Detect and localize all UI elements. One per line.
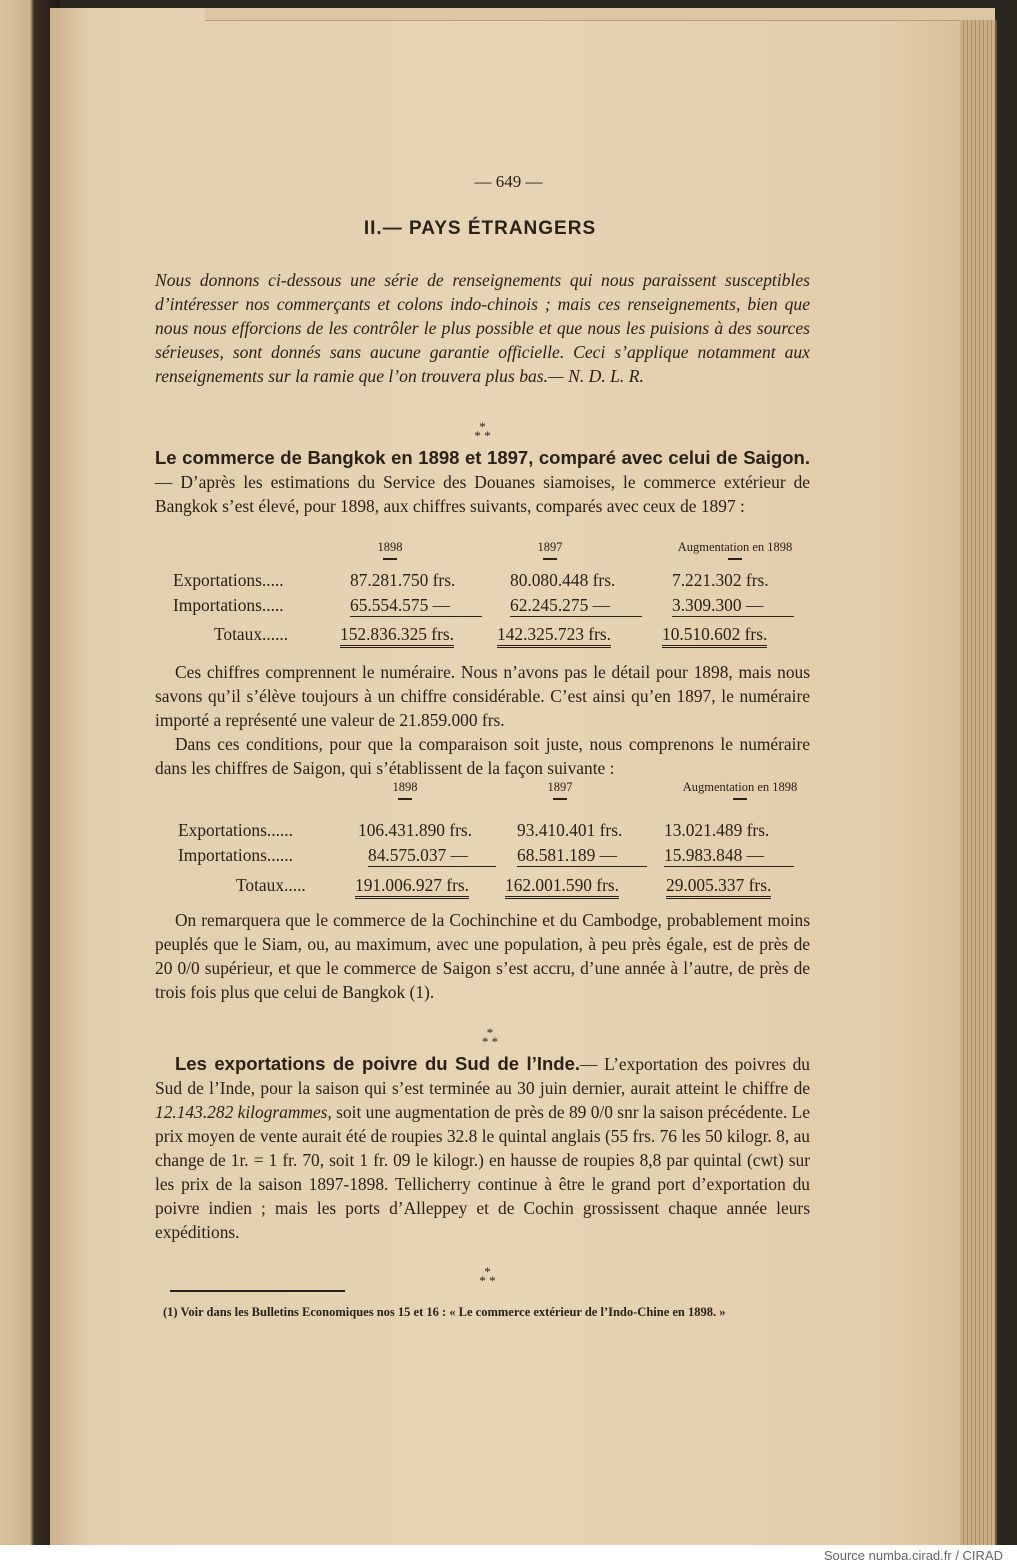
cell: 191.006.927 frs. (355, 875, 469, 899)
separator: * * * (481, 1025, 499, 1049)
col-header: 1898 (365, 780, 445, 800)
row-label: Importations..... (173, 595, 284, 615)
source-credit-bar (0, 1545, 1017, 1566)
cell: 65.554.575 — (350, 595, 482, 617)
separator: * * * (474, 419, 491, 443)
cell: 87.281.750 frs. (350, 570, 456, 590)
cell: 62.245.275 — (510, 595, 642, 617)
article-text: — D’après les estimations du Service des Douanes siamoises, le commerce extérieur de Bangkok s’est élevé, pour 1898, aux chiffres suivants, comparés avec ceux de 1897 : (155, 472, 810, 516)
cell: 13.021.489 frs. (664, 820, 770, 840)
cell: 84.575.037 — (368, 845, 496, 867)
page-top-edge (205, 8, 995, 21)
row-label: Exportations...... (178, 820, 293, 840)
cell: 68.581.189 — (517, 845, 647, 867)
section-title: II.— PAYS ÉTRANGERS (363, 218, 597, 239)
cell: 3.309.300 — (672, 595, 794, 617)
article-emphasis: 12.143.282 kilogrammes (155, 1102, 328, 1122)
cell: 7.221.302 frs. (672, 570, 769, 590)
col-header: 1897 (520, 780, 600, 800)
editor-note: Nous donnons ci-dessous une série de renseignements qui nous paraissent susceptibles d’intéresser nos commerçants et colons indo-chinois ; mais ces renseignements, bien que nous nous efforcions de les contrôler le plus possible et que nous les puisions à des sources sérieuses, sont donnés sans aucune garantie officielle. Ceci s’applique notamment aux renseignements sur la ramie que l’on trouvera plus bas.— N. D. L. R. (155, 270, 810, 386)
article-text: , soit une augmentation de près de 89 0/0 snr la saison précédente. Le prix moyen de vente aurait été de roupies 32.8 le quintal anglais (55 frs. 76 les 50 kilogr. 8, au change de 1r. = 1 fr. 70, soit 1 fr. 09 le kilogr.) en hausse de roupies 8,8 par quintal (cwt) sur les prix de la saison 1897-1898. Tellicherry continue à être le grand port d’exportation du poivre indien ; mais les ports d’Alleppey et de Cochin grossissent chaque année leurs expéditions. (155, 1102, 810, 1242)
col-header: 1898 (350, 540, 430, 560)
article-heading: Les exportations de poivre du Sud de l’Inde. (175, 1053, 581, 1074)
row-label: Exportations..... (173, 570, 284, 590)
page-number: — 649 — (474, 172, 543, 191)
article-text: — L’exportation des poivres du Sud de l’Inde, pour la saison qui s’est terminée au 30 juin dernier, aurait atteint le chiffre de (155, 1054, 810, 1098)
cell: 162.001.590 frs. (505, 875, 619, 899)
paragraph: Ces chiffres comprennent le numéraire. Nous n’avons pas le détail pour 1898, mais nous savons qu’il s’élève toujours à un chiffre considérable. C’est ainsi qu’en 1897, le numéraire importé a représenté une valeur de 21.859.000 frs. (155, 662, 810, 730)
row-label: Importations...... (178, 845, 293, 865)
bangkok-table (0, 540, 1017, 660)
paragraph: On remarquera que le commerce de la Cochinchine et du Cambodge, probablement moins peuplés que le Siam, ou, au maximum, avec une population, à peu près égale, est de près de 20 0/0 supérieur, et que le commerce de Saigon s’est accru, d’une année à l’autre, de près de trois fois plus que celui de Bangkok (1). (155, 910, 810, 1002)
source-credit: Source numba.cirad.fr / CIRAD (823, 1548, 1003, 1563)
cell: 80.080.448 frs. (510, 570, 616, 590)
article-pepper (155, 1052, 810, 1244)
col-header: Augmentation en 1898 (660, 780, 820, 800)
cell: 10.510.602 frs. (662, 624, 767, 648)
cell: 15.983.848 — (664, 845, 794, 867)
article-bangkok-intro (155, 446, 810, 518)
cell: 152.836.325 frs. (340, 624, 454, 648)
article-heading: Le commerce de Bangkok en 1898 et 1897, comparé avec celui de Saigon. (155, 447, 810, 468)
paragraph: Dans ces conditions, pour que la comparaison soit juste, nous comprenons le numéraire dans les chiffres de Saigon, qui s’établissent de la façon suivante : (155, 734, 810, 778)
cell: 93.410.401 frs. (517, 820, 623, 840)
cell: 142.325.723 frs. (497, 624, 611, 648)
row-label: Totaux...... (214, 624, 289, 644)
footnote-rule (170, 1290, 345, 1292)
col-header: Augmentation en 1898 (655, 540, 815, 560)
cell: 29.005.337 frs. (666, 875, 771, 899)
saigon-table (0, 780, 1017, 910)
cell: 106.431.890 frs. (358, 820, 472, 840)
row-label: Totaux..... (236, 875, 306, 895)
separator: * * * (479, 1264, 496, 1288)
col-header: 1897 (510, 540, 590, 560)
footnote: (1) Voir dans les Bulletins Economiques nos 15 et 16 : « Le commerce extérieur de l’Indo-Chine en 1898. » (163, 1305, 726, 1319)
